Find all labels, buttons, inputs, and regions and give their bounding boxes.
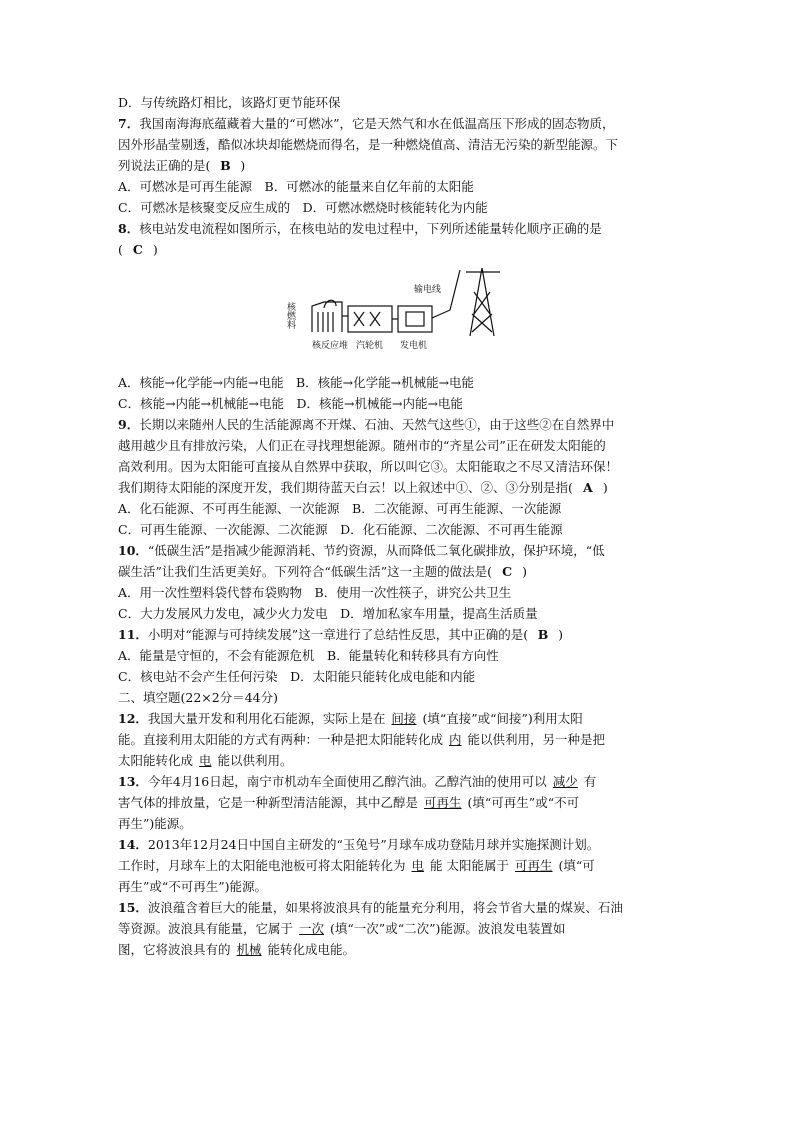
q13-text-1a: 今年4月16日起，南宁市机动车全面使用乙醇汽油。乙醇汽油的使用可以: [147, 774, 547, 789]
q15-text-3a: 图，它将波浪具有的: [118, 942, 231, 957]
q9-options-cd: C．可再生能源、一次能源、二次能源 D．化石能源、二次能源、不可再生能源: [118, 522, 563, 537]
q7-line-1: [118, 113, 678, 134]
q9-line-2: 越用越少且有排放污染，人们正在寻找理想能源。随州市的“齐星公司”正在研发太阳能的: [118, 438, 606, 453]
generator-core: [406, 312, 424, 326]
q10-paren: ): [522, 564, 527, 579]
q12-text-3a: 太阳能转化成: [118, 753, 194, 768]
q14-line-3: 再生”或“不可再生”)能源。: [118, 879, 268, 894]
q13-answer-1: 减少: [552, 774, 578, 789]
q15-text-3b: 能转化成电能。: [267, 942, 356, 957]
q13-line-2: [118, 792, 678, 813]
q15-text-2b: (填“一次”或“二次”)能源。波浪发电装置如: [330, 921, 566, 936]
q8-answer: C: [132, 242, 143, 257]
q13-text-1b: 有: [583, 774, 597, 789]
q7-text-1: 我国南海海底蕴藏着大量的“可燃冰”，它是天然气和水在低温高压下形成的固态物质，: [139, 116, 615, 131]
q6-option-d: D．与传统路灯相比，该路灯更节能环保: [118, 95, 341, 110]
q12-answer-1: 间接: [391, 711, 417, 726]
q13-answer-2: 可再生: [424, 795, 462, 810]
q10-answer: C: [502, 564, 513, 579]
q12-text-2a: 能。直接利用太阳能的方式有两种：一种是把太阳能转化成: [118, 732, 444, 747]
q15-line-3: [118, 939, 678, 960]
q8-options-cd: C．核能→内能→机械能→电能 D．核能→机械能→内能→电能: [118, 396, 463, 411]
q13-text-2a: 害气体的排放量，它是一种新型清洁能源，其中乙醇是: [118, 795, 419, 810]
nuclear-plant-figure: [118, 262, 678, 370]
q14-line-1: [118, 834, 678, 855]
q9-line-4: [118, 477, 678, 498]
q9-answer: A: [583, 480, 593, 495]
q11-line-1: [118, 624, 678, 645]
q14-number: 14．: [118, 837, 148, 852]
generator-label: 发电机: [400, 341, 428, 351]
q8-number: 8．: [118, 221, 140, 236]
q12-line-3: [118, 750, 678, 771]
q11-answer: B: [537, 627, 549, 642]
q9-line-3: 高效利用。因为太阳能可直接从自然界中获取，所以叫它③。太阳能取之不尽又清洁环保！: [118, 459, 619, 474]
document-page: [118, 92, 678, 960]
q7-line-2: 因外形晶莹剔透，酷似冰块却能燃烧而得名，是一种燃烧值高、清洁无污染的新型能源。下: [118, 137, 619, 152]
q7-paren: ): [240, 158, 246, 173]
q7-options-cd: C．可燃冰是核聚变反应生成的 D．可燃冰燃烧时核能转化为内能: [118, 200, 488, 215]
q8-text-1: 核电站发电流程如图所示，在核电站的发电过程中，下列所述能量转化顺序正确的是: [139, 221, 602, 236]
q15-text-1: 波浪蕴含着巨大的能量，如果将波浪具有的能量充分利用，将会节省大量的煤炭、石油: [147, 900, 623, 915]
q15-text-2a: 等资源。波浪具有能量，它属于: [118, 921, 294, 936]
reactor-label: 核反应堆: [312, 341, 349, 351]
q12-text-3b: 能以供利用。: [217, 753, 293, 768]
q12-text-1b: (填“直接”或“间接”)利用太阳: [422, 711, 583, 726]
q14-text-1: 2013年12月24日中国自主研发的“玉兔号”月球车成功登陆月球并实施探测计划。: [147, 837, 600, 852]
q8-line-1: [118, 218, 678, 239]
q12-text-1a: 我国大量开发和利用化石能源，实际上是在: [147, 711, 386, 726]
q8-paren-close: ): [152, 242, 158, 257]
q14-text-2c: (填“可: [558, 858, 595, 873]
q12-text-2b: 能以供利用，另一种是把: [467, 732, 606, 747]
fuel-label: 核燃料: [285, 302, 295, 329]
q11-text-1: 小明对“能源与可持续发展”这一章进行了总结性反思，其中正确的是(: [147, 627, 529, 642]
q15-number: 15．: [118, 900, 148, 915]
turbine-label: 汽轮机: [356, 341, 384, 351]
q7-text-3: 列说法正确的是(: [118, 158, 211, 173]
reactor-outline: [312, 302, 342, 332]
q13-number: 13．: [118, 774, 148, 789]
q14-answer-2: 可再生: [515, 858, 553, 873]
q8-paren-open: (: [118, 242, 123, 257]
nuclear-plant-diagram: [278, 262, 508, 370]
q9-text-1: 长期以来随州人民的生活能源离不开煤、石油、天然气这些①，由于这些②在自然界中: [139, 417, 615, 432]
q11-options-cd: C．核电站不会产生任何污染 D．太阳能只能转化成电能和内能: [118, 669, 476, 684]
q7-options-ab: A．可燃冰是可再生能源 B．可燃冰的能量来自亿年前的太阳能: [118, 179, 474, 194]
turbine-body: [348, 306, 392, 332]
q10-options-ab: A．用一次性塑料袋代替布袋购物 B．使用一次性筷子，讲究公共卫生: [118, 585, 512, 600]
q12-line-1: [118, 708, 678, 729]
q9-options-ab: A．化石能源、不可再生能源、一次能源 B．二次能源、可再生能源、一次能源: [118, 501, 562, 516]
q11-number: 11．: [118, 627, 148, 642]
q13-text-2b: (填“可再生”或“不可: [467, 795, 580, 810]
q12-number: 12．: [118, 711, 148, 726]
q7-number: 7．: [118, 116, 140, 131]
q15-line-2: [118, 918, 678, 939]
q10-line-1: [118, 540, 678, 561]
q7-answer: B: [220, 158, 231, 173]
transmission-line-label: 输电线: [414, 285, 442, 295]
q10-line-2: [118, 561, 678, 582]
q15-answer-1: 一次: [299, 921, 325, 936]
section-2-heading: 二、填空题(22×2分＝44分): [118, 690, 278, 705]
q11-paren: ): [558, 627, 563, 642]
q8-options-ab: A．核能→化学能→内能→电能 B．核能→化学能→机械能→电能: [118, 375, 475, 390]
q12-answer-2: 内: [449, 732, 462, 747]
turbine-blades: [354, 312, 380, 326]
q13-line-3: 再生”)能源。: [118, 816, 192, 831]
q10-number: 10．: [118, 543, 148, 558]
q8-line-2: [118, 239, 678, 260]
q15-answer-2: 机械: [236, 942, 262, 957]
reactor-steam-pipe: [324, 300, 336, 308]
q14-line-2: [118, 855, 678, 876]
q15-line-1: [118, 897, 678, 918]
q9-text-4: 我们期待太阳能的深度开发，我们期待蓝天白云！以上叙述中①、②、③分别是指(: [118, 480, 573, 495]
q12-answer-3: 电: [199, 753, 212, 768]
tower-bracing: [472, 292, 492, 332]
q9-line-1: [118, 414, 678, 435]
q12-line-2: [118, 729, 678, 750]
q9-number: 9．: [118, 417, 140, 432]
q14-text-2a: 工作时，月球车上的太阳能电池板可将太阳能转化为: [118, 858, 406, 873]
q10-text-1: “低碳生活”是指减少能源消耗、节约资源，从而降低二氧化碳排放，保护环境，“低: [147, 543, 605, 558]
q14-answer-1: 电: [411, 858, 425, 873]
q11-options-ab: A．能量是守恒的，不会有能源危机 B．能量转化和转移具有方向性: [118, 648, 499, 663]
generator-body: [398, 306, 432, 332]
q10-options-cd: C．大力发展风力发电，减少火力发电 D．增加私家车用量，提高生活质量: [118, 606, 538, 621]
q9-paren: ): [602, 480, 608, 495]
q10-text-2: 碳生活”让我们生活更美好。下列符合“低碳生活”这一主题的做法是(: [118, 564, 493, 579]
q13-line-1: [118, 771, 678, 792]
q7-line-3: [118, 155, 678, 176]
q14-text-2b: 能 太阳能属于: [430, 858, 510, 873]
